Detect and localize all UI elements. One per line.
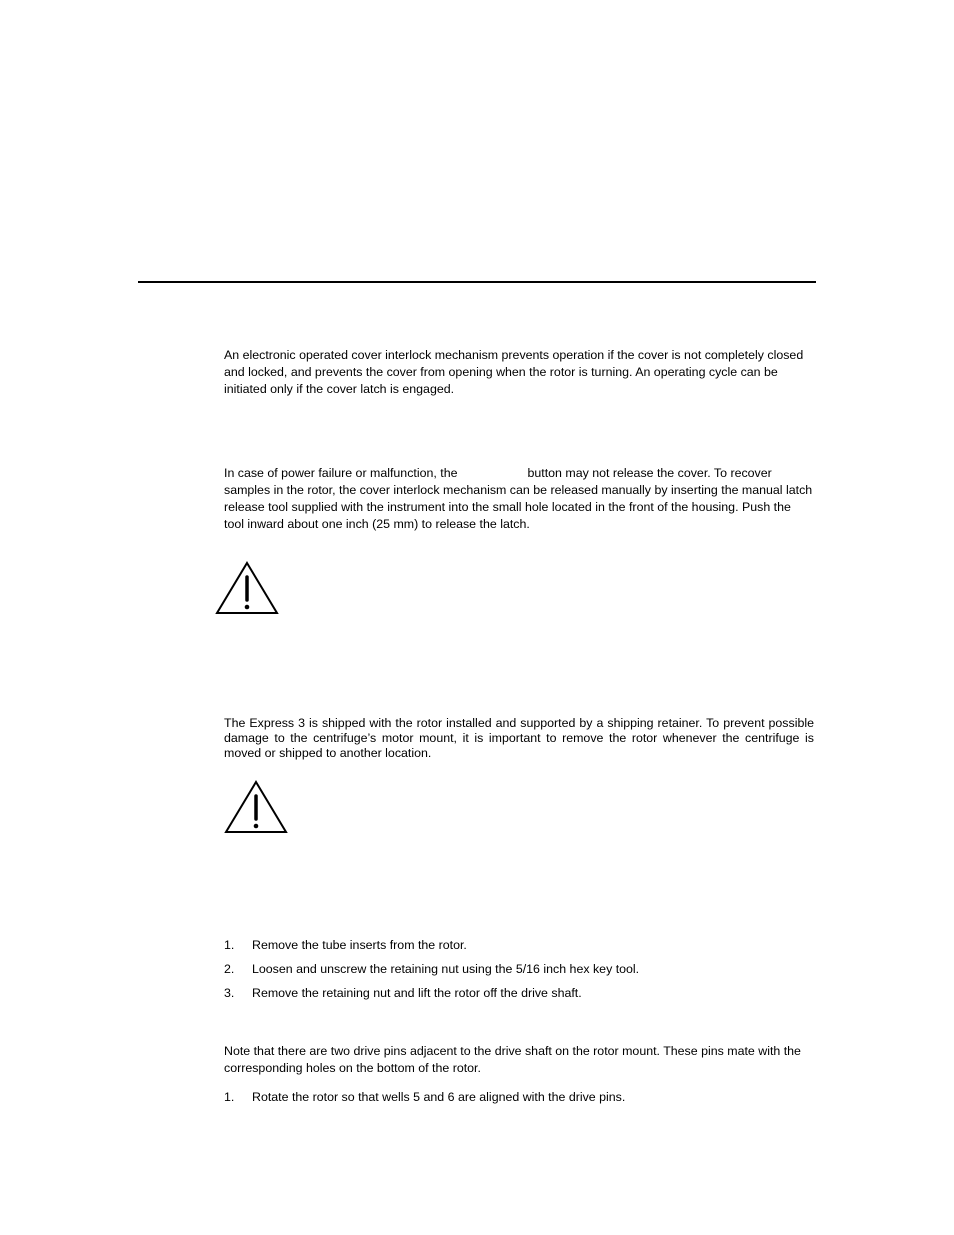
list-item-number: 2.: [224, 962, 235, 976]
list-item-number: 3.: [224, 986, 235, 1000]
manual-release-paragraph: [224, 465, 814, 533]
cover-interlock-paragraph: An electronic operated cover interlock mechanism prevents operation if the cover is not completely closed and locked, and prevents the cover from opening when the rotor is turning. An operating cycle can be initiated only if the cover latch is engaged.: [224, 348, 804, 396]
installation-note-paragraph: Note that there are two drive pins adjacent to the drive shaft on the rotor mount. These pins mate with the corresponding holes on the bottom of the rotor.: [224, 1044, 801, 1075]
shipping-paragraph: The Express 3 is shipped with the rotor installed and supported by a shipping retainer. To prevent possible damage to the centrifuge’s motor mount, it is important to remove the rotor whenever the centrifuge is moved or shipped to another location.: [224, 716, 814, 760]
list-item-text: Remove the retaining nut and lift the rotor off the drive shaft.: [252, 986, 582, 1000]
list-item-text: Remove the tube inserts from the rotor.: [252, 938, 467, 952]
warning-triangle-icon: [215, 560, 279, 616]
manual-release-text-end: button may not release the cover. To recover samples in the rotor, the cover interlock mechanism can be released manually by inserting the manual latch release tool supplied with the instrument into the small hole located in the front of the housing. Push the tool inward about one inch (25 mm) to release the latch.: [224, 466, 813, 531]
list-item-number: 1.: [224, 1090, 235, 1104]
section-divider: [138, 281, 816, 283]
manual-release-text-start: In case of power failure or malfunction, the: [224, 466, 458, 480]
warning-triangle-icon: [224, 779, 288, 835]
list-item-number: 1.: [224, 938, 235, 952]
list-item-text: Rotate the rotor so that wells 5 and 6 are aligned with the drive pins.: [252, 1090, 626, 1104]
list-item-text: Loosen and unscrew the retaining nut using the 5/16 inch hex key tool.: [252, 962, 640, 976]
